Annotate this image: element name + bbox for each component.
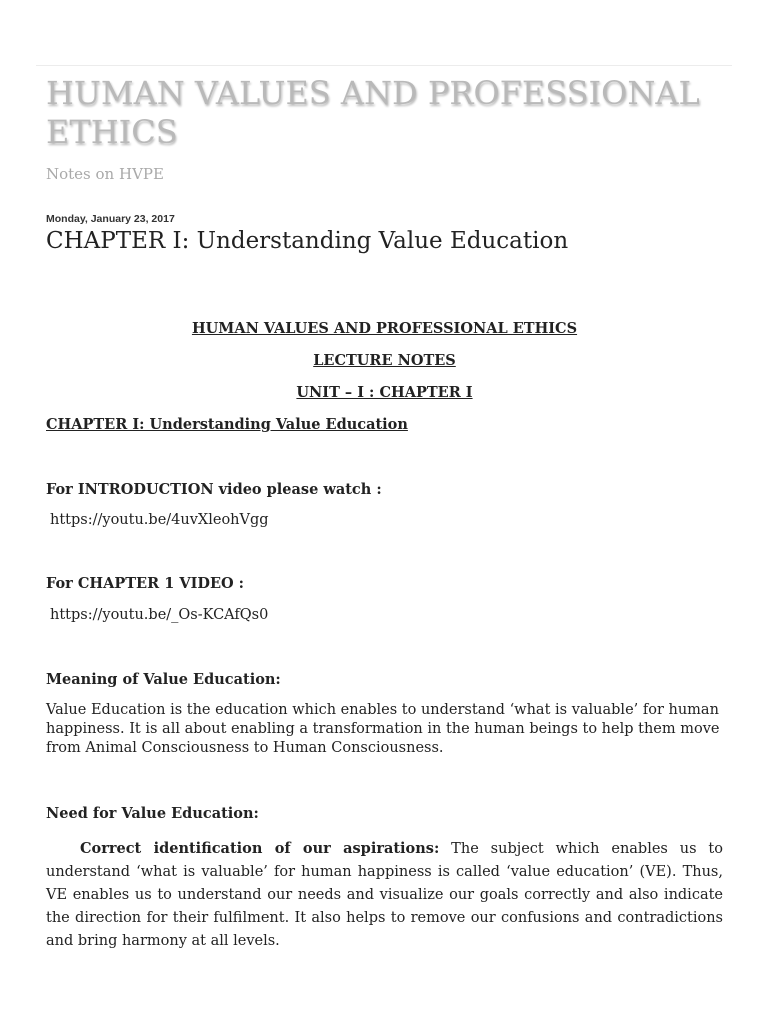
intro-video-link[interactable]: https://youtu.be/4uvXleohVgg <box>50 512 269 528</box>
spacer <box>46 434 723 480</box>
post-body <box>46 319 723 953</box>
intro-video-label: For INTRODUCTION video please watch : <box>46 481 382 498</box>
unit-heading: UNIT – I : CHAPTER I <box>296 384 473 401</box>
need-heading: Need for Value Education: <box>46 805 259 822</box>
post-date: Monday, January 23, 2017 <box>46 213 175 225</box>
spacer <box>46 593 723 606</box>
blog-title[interactable]: HUMAN VALUES AND PROFESSIONAL ETHICS <box>46 74 700 151</box>
chapter-heading: CHAPTER I: Understanding Value Education <box>46 416 408 433</box>
need-point-text: The subject which enables us to understand ‘what is valuable’ for human happiness is called ‘value education’ (VE). Thus, VE enables us to understand our needs and visualize our goals correctly and also indicate the direction for their fulfilment. It also helps to remove our confusions and contradictions and bring harmony at all levels. <box>46 841 723 949</box>
spacer <box>46 530 723 574</box>
chapter-video-link-line <box>46 606 723 625</box>
spacer <box>46 823 723 837</box>
header-divider <box>36 65 732 66</box>
need-point-title: Correct identification of our aspirations: <box>80 840 440 857</box>
meaning-paragraph: Value Education is the education which enables to understand ‘what is valuable’ for human happiness. It is all about enabling a transformation in the human beings to help them move from Animal Consciousness to Human Consciousness. <box>46 702 720 756</box>
need-paragraph <box>46 837 723 953</box>
meaning-heading: Meaning of Value Education: <box>46 671 281 688</box>
blog-description: Notes on HVPE <box>46 165 164 183</box>
spacer <box>46 689 723 701</box>
spacer <box>46 625 723 670</box>
post-title[interactable]: CHAPTER I: Understanding Value Education <box>46 228 569 254</box>
lecture-notes-heading: LECTURE NOTES <box>313 352 456 369</box>
chapter-video-link[interactable]: https://youtu.be/_Os-KCAfQs0 <box>50 607 269 623</box>
intro-video-link-line <box>46 511 723 530</box>
chapter-video-label: For CHAPTER 1 VIDEO : <box>46 575 245 592</box>
spacer <box>46 499 723 511</box>
course-heading: HUMAN VALUES AND PROFESSIONAL ETHICS <box>191 320 578 337</box>
spacer <box>46 758 723 804</box>
